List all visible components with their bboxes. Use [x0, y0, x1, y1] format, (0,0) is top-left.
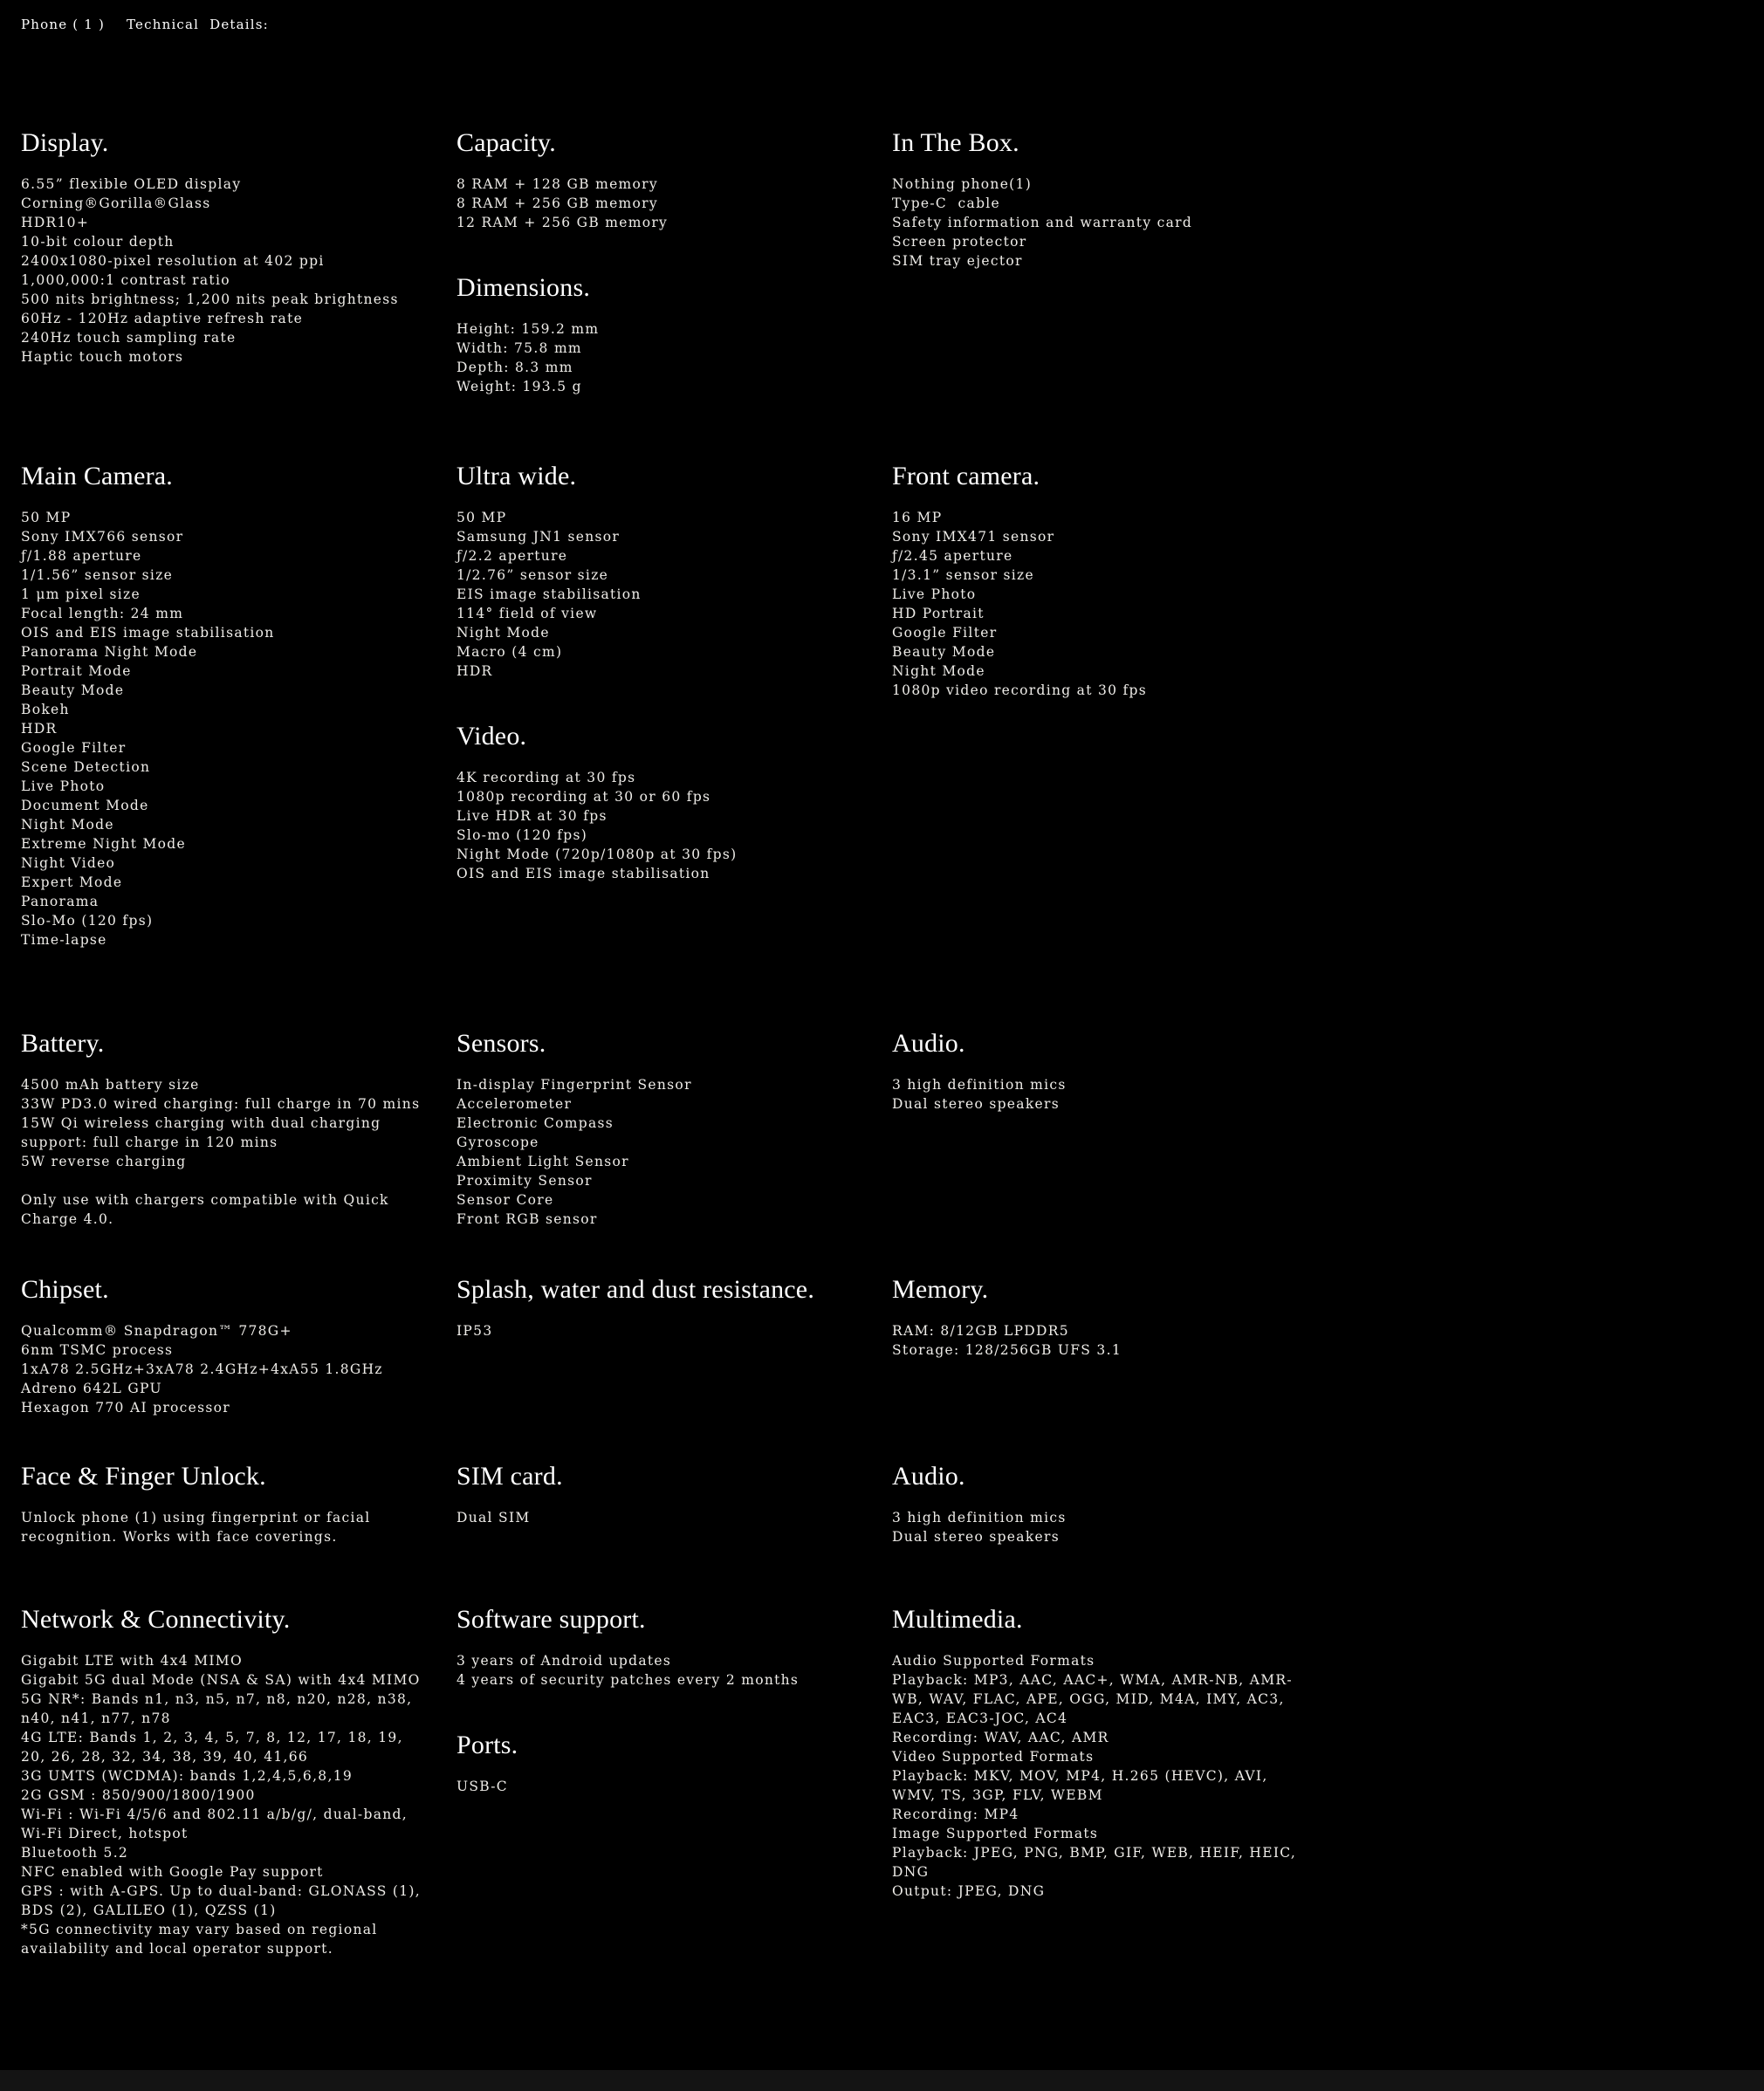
spec-line: Samsung JN1 sensor	[456, 529, 621, 545]
section-main-camera-heading: Main Camera.	[21, 462, 174, 490]
section-software-support	[456, 1606, 868, 1690]
spec-line: Portrait Mode	[21, 663, 132, 679]
section-display-heading: Display.	[21, 128, 109, 157]
section-chipset-lines	[21, 1321, 432, 1417]
section-capacity-heading: Capacity.	[456, 128, 556, 157]
section-network-connectivity	[21, 1606, 432, 1958]
spec-line: OIS and EIS image stabilisation	[21, 625, 275, 641]
spec-line: 50 MP	[456, 510, 507, 525]
spec-col-2	[456, 1276, 892, 1417]
section-display-lines	[21, 175, 432, 367]
spec-line: Image Supported Formats	[892, 1826, 1099, 1841]
spec-line: Height: 159.2 mm	[456, 321, 600, 337]
section-sensors-lines	[456, 1075, 868, 1229]
section-video-heading: Video.	[456, 722, 527, 751]
spec-line: Unlock phone (1) using fingerprint or facial recognition. Works with face coverings.	[21, 1510, 376, 1545]
section-face-finger-unlock-lines	[21, 1508, 432, 1546]
spec-line: Audio Supported Formats	[892, 1653, 1095, 1669]
spec-line: Google Filter	[892, 625, 998, 641]
spec-line: Slo-mo (120 fps)	[456, 827, 588, 843]
spec-line: 8 RAM + 128 GB memory	[456, 176, 658, 192]
spec-line: 6.55” flexible OLED display	[21, 176, 242, 192]
spec-line: Corning®Gorilla®Glass	[21, 195, 211, 211]
spec-line: ƒ/2.45 aperture	[892, 548, 1013, 564]
section-capacity-lines	[456, 175, 868, 232]
section-sim-card-heading: SIM card.	[456, 1462, 563, 1491]
spec-line: 1080p recording at 30 or 60 fps	[456, 789, 711, 805]
spec-line: Time-lapse	[21, 932, 107, 948]
spec-col-2	[456, 463, 892, 950]
section-software-support-lines	[456, 1651, 868, 1690]
section-ultra-wide	[456, 463, 868, 681]
spec-line: Hexagon 770 AI processor	[21, 1400, 230, 1416]
section-ports-lines	[456, 1777, 868, 1796]
spec-row-1	[21, 129, 1328, 396]
section-ultra-wide-heading: Ultra wide.	[456, 462, 577, 490]
spec-line: Panorama Night Mode	[21, 644, 198, 660]
section-sim-card-lines	[456, 1508, 868, 1527]
section-ultra-wide-lines	[456, 508, 868, 681]
spec-line: 8 RAM + 256 GB memory	[456, 195, 658, 211]
spec-line: Ambient Light Sensor	[456, 1154, 629, 1169]
spec-col-1	[21, 1463, 456, 1546]
spec-line: 4K recording at 30 fps	[456, 770, 636, 785]
spec-line: Slo-Mo (120 fps)	[21, 913, 154, 929]
spec-line: 4500 mAh battery size	[21, 1077, 200, 1093]
spec-line: Sensor Core	[456, 1192, 554, 1208]
section-in-the-box	[892, 129, 1303, 271]
spec-line: Google Filter	[21, 740, 127, 756]
spec-line: Night Mode	[456, 625, 550, 641]
spec-line: NFC enabled with Google Pay support	[21, 1864, 324, 1880]
section-ports	[456, 1731, 868, 1796]
spec-line: Live HDR at 30 fps	[456, 808, 607, 824]
spec-line: 12 RAM + 256 GB memory	[456, 215, 669, 230]
spec-line: Adreno 642L GPU	[21, 1381, 162, 1396]
spec-line: Dual SIM	[456, 1510, 531, 1525]
spec-line: Extreme Night Mode	[21, 836, 186, 852]
spec-line: 500 nits brightness; 1,200 nits peak brightness	[21, 291, 399, 307]
section-chipset-heading: Chipset.	[21, 1275, 109, 1304]
section-dimensions-lines	[456, 319, 868, 396]
spec-line: Sony IMX471 sensor	[892, 529, 1055, 545]
spec-line: Electronic Compass	[456, 1115, 614, 1131]
spec-line: Storage: 128/256GB UFS 3.1	[892, 1342, 1122, 1358]
spec-line: Beauty Mode	[892, 644, 996, 660]
spec-row-3	[21, 1030, 1328, 1229]
section-ports-heading: Ports.	[456, 1731, 518, 1759]
section-dimensions-heading: Dimensions.	[456, 273, 591, 302]
section-multimedia-lines	[892, 1651, 1303, 1901]
spec-line: 15W Qi wireless charging with dual charging support: full charge in 120 mins	[21, 1115, 387, 1150]
spec-line: Night Video	[21, 855, 116, 871]
spec-line: 10-bit colour depth	[21, 234, 175, 250]
spec-line: Bokeh	[21, 702, 70, 717]
section-main-camera-lines	[21, 508, 432, 950]
section-battery-lines	[21, 1075, 432, 1171]
spec-line: 1,000,000:1 contrast ratio	[21, 272, 230, 288]
spec-col-3	[892, 1276, 1328, 1417]
section-splash-water-dust	[456, 1276, 868, 1340]
spec-col-1	[21, 1606, 456, 1958]
spec-line: Beauty Mode	[21, 682, 125, 698]
section-sim-card	[456, 1463, 868, 1527]
section-network-connectivity-lines	[21, 1651, 432, 1958]
spec-line: Accelerometer	[456, 1096, 573, 1112]
spec-line: 3 high definition mics	[892, 1077, 1067, 1093]
spec-line: GPS : with A-GPS. Up to dual-band: GLONASS (1), BDS (2), GALILEO (1), QZSS (1)	[21, 1883, 427, 1918]
section-audio-secondary	[892, 1463, 1303, 1546]
spec-line: 2400x1080-pixel resolution at 402 ppi	[21, 253, 325, 269]
section-audio-secondary-heading: Audio.	[892, 1462, 965, 1491]
spec-line: Bluetooth 5.2	[21, 1845, 129, 1861]
spec-line: 3 years of Android updates	[456, 1653, 672, 1669]
spec-line: Document Mode	[21, 798, 149, 813]
spec-line: Dual stereo speakers	[892, 1529, 1060, 1545]
spec-line: Wi-Fi : Wi-Fi 4/5/6 and 802.11 a/b/g/, dual-band, Wi-Fi Direct, hotspot	[21, 1806, 414, 1841]
spec-line: 1/3.1” sensor size	[892, 567, 1034, 583]
section-front-camera-lines	[892, 508, 1303, 700]
spec-line: 60Hz - 120Hz adaptive refresh rate	[21, 311, 304, 326]
spec-line: Output: JPEG, DNG	[892, 1883, 1046, 1899]
section-battery-heading: Battery.	[21, 1029, 105, 1058]
spec-line: Haptic touch motors	[21, 349, 184, 365]
spec-line: 1xA78 2.5GHz+3xA78 2.4GHz+4xA55 1.8GHz	[21, 1361, 383, 1377]
spec-line: Dual stereo speakers	[892, 1096, 1060, 1112]
spec-row-4	[21, 1276, 1328, 1417]
spec-col-3	[892, 1463, 1328, 1546]
spec-line: Weight: 193.5 g	[456, 379, 582, 394]
spec-line: HDR10+	[21, 215, 90, 230]
spec-line: Depth: 8.3 mm	[456, 360, 573, 375]
spec-line: 4 years of security patches every 2 months	[456, 1672, 800, 1688]
spec-col-3	[892, 129, 1328, 396]
spec-line: ƒ/1.88 aperture	[21, 548, 142, 564]
spec-col-3	[892, 1606, 1328, 1958]
spec-line: Qualcomm® Snapdragon™ 778G+	[21, 1323, 292, 1339]
section-capacity	[456, 129, 868, 232]
spec-col-2	[456, 1030, 892, 1229]
section-front-camera-heading: Front camera.	[892, 462, 1040, 490]
spec-line: IP53	[456, 1323, 493, 1339]
spec-line: 240Hz touch sampling rate	[21, 330, 237, 346]
section-battery-note	[21, 1190, 432, 1229]
section-video	[456, 723, 868, 883]
section-audio-secondary-lines	[892, 1508, 1303, 1546]
spec-line: Night Mode	[21, 817, 114, 833]
section-sensors-heading: Sensors.	[456, 1029, 546, 1058]
spec-col-2	[456, 129, 892, 396]
spec-line: 4G LTE: Bands 1, 2, 3, 4, 5, 7, 8, 12, 17, 18, 19, 20, 26, 28, 32, 34, 38, 39, 40, 41,66	[21, 1730, 409, 1765]
section-multimedia-heading: Multimedia.	[892, 1605, 1023, 1634]
section-battery	[21, 1030, 432, 1229]
section-in-the-box-heading: In The Box.	[892, 128, 1019, 157]
spec-line: 1/2.76” sensor size	[456, 567, 609, 583]
spec-line: 16 MP	[892, 510, 943, 525]
spec-col-1	[21, 129, 456, 396]
spec-line: Width: 75.8 mm	[456, 340, 582, 356]
section-memory-lines	[892, 1321, 1303, 1360]
section-memory	[892, 1276, 1303, 1360]
section-network-connectivity-heading: Network & Connectivity.	[21, 1605, 291, 1634]
spec-line: Video Supported Formats	[892, 1749, 1095, 1765]
section-main-camera	[21, 463, 432, 950]
spec-line: Nothing phone(1)	[892, 176, 1033, 192]
spec-line: Gigabit LTE with 4x4 MIMO	[21, 1653, 243, 1669]
spec-line: HD Portrait	[892, 606, 985, 621]
spec-col-2	[456, 1606, 892, 1958]
page-title: Technical Details:	[127, 17, 269, 32]
section-face-finger-unlock	[21, 1463, 432, 1546]
spec-line: Gyroscope	[456, 1135, 539, 1150]
spec-col-3	[892, 1030, 1328, 1229]
spec-line: Night Mode	[892, 663, 985, 679]
spec-line: Front RGB sensor	[456, 1211, 598, 1227]
spec-line: HDR	[21, 721, 58, 737]
section-sensors	[456, 1030, 868, 1229]
spec-line: Live Photo	[21, 778, 106, 794]
spec-line: OIS and EIS image stabilisation	[456, 866, 710, 881]
spec-line: EIS image stabilisation	[456, 586, 642, 602]
spec-row-5	[21, 1463, 1328, 1546]
section-video-lines	[456, 768, 868, 883]
spec-line: Scene Detection	[21, 759, 151, 775]
spec-line: 33W PD3.0 wired charging: full charge in 70 mins	[21, 1096, 421, 1112]
spec-line: In-display Fingerprint Sensor	[456, 1077, 692, 1093]
spec-line: 3 high definition mics	[892, 1510, 1067, 1525]
spec-line: Focal length: 24 mm	[21, 606, 184, 621]
spec-line: Playback: MKV, MOV, MP4, H.265 (HEVC), AVI, WMV, TS, 3GP, FLV, WEBM	[892, 1768, 1273, 1803]
spec-col-1	[21, 463, 456, 950]
section-memory-heading: Memory.	[892, 1275, 989, 1304]
spec-line: RAM: 8/12GB LPDDR5	[892, 1323, 1069, 1339]
spec-line: USB-C	[456, 1779, 508, 1794]
section-software-support-heading: Software support.	[456, 1605, 646, 1634]
spec-line: Macro (4 cm)	[456, 644, 563, 660]
section-chipset	[21, 1276, 432, 1417]
spec-col-1	[21, 1276, 456, 1417]
section-dimensions	[456, 274, 868, 396]
spec-line: ƒ/2.2 aperture	[456, 548, 568, 564]
spec-line: Expert Mode	[21, 874, 123, 890]
spec-row-6	[21, 1606, 1328, 1958]
spec-line: 2G GSM : 850/900/1800/1900	[21, 1787, 256, 1803]
spec-line: Sony IMX766 sensor	[21, 529, 184, 545]
spec-line: Playback: MP3, AAC, AAC+, WMA, AMR-NB, AMR-WB, WAV, FLAC, APE, OGG, MID, M4A, IMY, AC3, EAC3, EAC3-JOC, AC4	[892, 1672, 1293, 1726]
spec-line: 5W reverse charging	[21, 1154, 187, 1169]
spec-line: 50 MP	[21, 510, 72, 525]
spec-line: Night Mode (720p/1080p at 30 fps)	[456, 847, 738, 862]
spec-line: 1/1.56” sensor size	[21, 567, 174, 583]
spec-line: Playback: JPEG, PNG, BMP, GIF, WEB, HEIF, HEIC, DNG	[892, 1845, 1302, 1880]
spec-col-1	[21, 1030, 456, 1229]
section-multimedia	[892, 1606, 1303, 1901]
section-face-finger-unlock-heading: Face & Finger Unlock.	[21, 1462, 266, 1491]
spec-line: Recording: WAV, AAC, AMR	[892, 1730, 1109, 1745]
spec-row-2	[21, 463, 1328, 950]
spec-line: Gigabit 5G dual Mode (NSA & SA) with 4x4 MIMO	[21, 1672, 421, 1688]
spec-line: 114° field of view	[456, 606, 598, 621]
spec-col-3	[892, 463, 1328, 950]
spec-line: 1080p video recording at 30 fps	[892, 682, 1148, 698]
spec-line: 1 μm pixel size	[21, 586, 141, 602]
spec-line: Live Photo	[892, 586, 977, 602]
spec-line: SIM tray ejector	[892, 253, 1023, 269]
section-display	[21, 129, 432, 367]
spec-line: Type-C cable	[892, 195, 1001, 211]
spec-col-2	[456, 1463, 892, 1546]
footer-bar	[0, 2070, 1764, 2091]
spec-line: 3G UMTS (WCDMA): bands 1,2,4,5,6,8,19	[21, 1768, 353, 1784]
spec-line: HDR	[456, 663, 493, 679]
spec-line: Recording: MP4	[892, 1806, 1019, 1822]
spec-line: Safety information and warranty card	[892, 215, 1193, 230]
spec-line: *5G connectivity may vary based on regional availability and local operator support.	[21, 1922, 383, 1957]
section-audio-main	[892, 1030, 1303, 1114]
spec-line: Only use with chargers compatible with Quick Charge 4.0.	[21, 1192, 395, 1227]
section-splash-water-dust-heading: Splash, water and dust resistance.	[456, 1275, 815, 1304]
section-front-camera	[892, 463, 1303, 700]
section-in-the-box-lines	[892, 175, 1303, 271]
brand-label: Phone ( 1 )	[21, 17, 106, 32]
section-audio-main-heading: Audio.	[892, 1029, 965, 1058]
spec-line: Proximity Sensor	[456, 1173, 593, 1189]
spec-line: Panorama	[21, 894, 100, 909]
section-audio-main-lines	[892, 1075, 1303, 1114]
spec-line: Screen protector	[892, 234, 1027, 250]
spec-line: 6nm TSMC process	[21, 1342, 174, 1358]
section-splash-water-dust-lines	[456, 1321, 868, 1340]
spec-line: 5G NR*: Bands n1, n3, n5, n7, n8, n20, n28, n38, n40, n41, n77, n78	[21, 1691, 418, 1726]
